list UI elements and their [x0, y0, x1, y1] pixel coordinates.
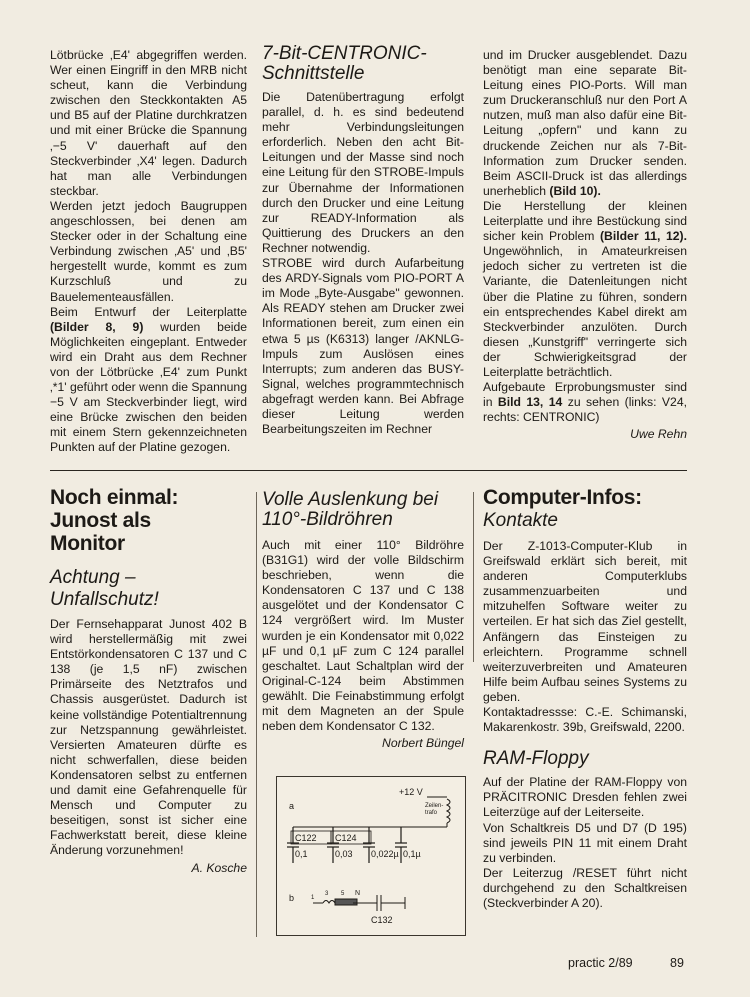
column-2-bottom	[262, 490, 464, 751]
column-1-top	[50, 48, 247, 456]
paragraph: Auch mit einer 110° Bildröhre (B31G1) wird der volle Bildschirm beschrieben, wenn die Kondensatoren C 137 und C 138 ausgelötet und der Kondensator C 124 vergrößert wird. Im Muster wurden je ein Kondensator mit 0,022 µF und 0,1 µF zum C 124 parallel geschaltet. Laut Schaltplan wird der Original-C-124 beim Abstimmen gewählt. Die Feinabstimmung erfolgt mit dem Magneten an der Spule neben dem Kondensator C 132.	[262, 538, 464, 734]
author-signature: Uwe Rehn	[630, 427, 687, 442]
schematic-trafo-label: Zeilen-	[425, 803, 444, 809]
schematic-value: 0,022µ	[371, 849, 399, 859]
column-divider	[473, 492, 474, 662]
paragraph: Der Z-1013-Computer-Klub in Greifswald erklärt sich bereit, mit anderen Computerklubs zusammenzuarbeiten und mitzuhelfen Software weiter zu verteilen. Er hat sich das Ziel gestellt, Anfängern das Einsteigen zu erleichtern. Programme schnell weiterzuverbreiten und Amateuren Hilfe beim Aufbau seines Systems zu geben.	[483, 539, 687, 704]
schematic-c132: C132	[371, 915, 393, 925]
paragraph	[483, 48, 687, 199]
circuit-diagram	[277, 777, 465, 935]
column-3-bottom	[483, 486, 687, 911]
page-number: 89	[670, 956, 684, 970]
column-3-top	[483, 48, 687, 442]
paragraph	[50, 305, 247, 456]
column-1-bottom	[50, 486, 247, 876]
figure-reference: (Bilder 11, 12).	[599, 229, 687, 244]
text: wurden beide Möglichkeiten eingeplant. Entweder wird ein Draht aus dem Rechner von der Lötbrücke ‚E4' zum Punkt ‚*1' geführt oder wenn die Spannung −5 V am Steckverbinder liegt, wird eine Brücke zwischen den beiden mit einem Stern gekennzeichneten Punkten auf der Platine gezogen.	[50, 319, 247, 455]
author-signature: Norbert Büngel	[382, 736, 464, 751]
paragraph: Lötbrücke ‚E4' abgegriffen werden. Wer einen Eingriff in den MRB nicht scheut, kann die Verbindung zwischen den Steckkontakten A5 und B5 auf der Platine durchkratzen und mit einer Brücke die Spannung ‚−5 V' dauerhaft auf den Steckverbinder ‚X4' legen. Dadurch hat man alle Verbindungen steckbar.	[50, 48, 247, 198]
text: zu sehen (links: V24, rechts: CENTRONIC)	[483, 395, 687, 425]
paragraph: Auf der Platine der RAM-Floppy von PRÄCITRONIC Dresden fehlen zwei Leiterzüge auf der Leiterseite.	[483, 775, 687, 820]
schematic-pin: 1	[311, 895, 315, 901]
text: Die Herstellung der kleinen Leiterplatte und ihre Bestückung sind sicher kein Problem	[483, 198, 687, 244]
text: Aufgebaute Erprobungsmuster sind in	[483, 380, 687, 410]
publication-name: practic 2/89	[568, 956, 633, 970]
article-subtitle: Achtung – Unfallschutz!	[50, 567, 159, 610]
paragraph: STROBE wird durch Aufarbeitung des ARDY-Signals vom PIO-PORT A im Mode „Byte-Ausgabe" gewonnen. Als READY stehen am Drucker zwei Informationen bereit, zum einen ein etwa 5 µs (K6313) langer /AKNLG-Impuls zum Auslösen eines Interrupts; zum anderen das BUSY-Signal, welches programmtechnisch abgefragt werden kann. Bei Abfrage dieser Leitung werden Bearbeitungszeiten im Rechner	[262, 256, 464, 437]
schematic-value: 0,03	[335, 849, 353, 859]
schematic-c124: C124	[335, 833, 357, 843]
schematic-pin: 5	[341, 891, 345, 897]
article-subtitle: Kontakte	[483, 510, 558, 531]
schematic-value: 0,1	[295, 849, 308, 859]
paragraph: Von Schaltkreis D5 und D7 (D 195) sind jeweils PIN 11 mit einem Draht zu verbinden.	[483, 820, 687, 865]
figure-reference: (Bild 10).	[549, 183, 601, 198]
text: Beim Entwurf der Leiterplatte	[50, 304, 247, 319]
schematic-supply: +12 V	[399, 787, 423, 797]
author-signature: A. Kosche	[191, 860, 247, 875]
column-divider	[256, 492, 257, 937]
schematic-pin: 3	[325, 891, 329, 897]
schematic-pin: N	[355, 890, 361, 897]
paragraph	[483, 199, 687, 380]
paragraph	[483, 380, 687, 425]
paragraph: Werden jetzt jedoch Baugruppen angeschlossen, bei denen am Stecker oder in der Schaltung eine Verbindung zwischen ‚A5' und ‚B5' hergestellt wurde, kommt es zum Kurzschluß und zu Bauelementeausfällen.	[50, 198, 247, 304]
figure-reference: Bild 13, 14	[497, 395, 563, 410]
paragraph: Der Leiterzug /RESET führt nicht durchgehend zu den Schaltkreisen (Steckverbinder A 20).	[483, 865, 687, 910]
article-title: Noch einmal: Junost als Monitor	[50, 486, 179, 555]
paragraph: Der Fernsehapparat Junost 402 B wird herstellermäßig mit zwei Entstörkondensatoren C 137 und C 138 (je 1,5 nF) zwischen Primärseite des Netztrafos und Chassis ausgerüstet. Dadurch ist keine vollständige Potentialtrennung zur Netzspannung gewährleistet. Versierten Amateuren dürfte es nicht schwerfallen, diese beiden Kondensatoren selbst zu entfernen und damit eine Gefahrenquelle für Mensch und Computer zu beseitigen, sonst ist sicher eine Fachwerkstatt bereit, diese kleine Änderung vorzunehmen!	[50, 617, 247, 858]
schematic-label-a: a	[289, 801, 295, 811]
column-2-top	[262, 44, 464, 437]
article-title: Computer-Infos:	[483, 486, 642, 509]
paragraph: Kontaktadressse: C.-E. Schimanski, Makarenkostr. 39b, Greifswald, 2200.	[483, 705, 687, 735]
figure-reference: (Bilder 8, 9)	[50, 319, 144, 334]
schematic-trafo-label: trafo	[425, 810, 438, 816]
text: und im Drucker ausgeblendet. Dazu benötigt man eine separate Bit-Leitung eines PIO-Ports. Will man zum Druckeranschluß nur den Port A nutzen, muß man also dafür eine Bit-Leitung „opfern" und kann zu druckende Zeichen nur als 7-Bit-Information zum Drucker senden. Beim ASCII-Druck ist das allerdings unerheblich	[483, 48, 687, 198]
schematic-c122: C122	[295, 833, 317, 843]
text: Ungewöhnlich, in Amateurkreisen jedoch sicher zu vertreten ist die Variante, die Datenleitungen nicht über die Platine zu führen, sondern ein entsprechendes Kabel direkt am Steckverbinder anzulöten. Durch diesen „Kunstgriff" verringerte sich der Schwierigkeitsgrad der Leiterplatte beträchtlich.	[483, 244, 687, 379]
article-title: 7-Bit-CENTRONIC-Schnittstelle	[262, 43, 427, 84]
section-divider	[50, 470, 687, 471]
schematic-figure	[276, 776, 466, 936]
paragraph: Die Datenübertragung erfolgt parallel, d. h. es sind bedeutend mehr Verbindungsleitungen erforderlich. Neben den acht Bit-Leitungen und der Masse sind noch eine Leitung für den STROBE-Impuls zur Übernahme der Informationen durch den Drucker und eine Leitung zur READY-Information als Quittierung des Druckers an den Rechner notwendig.	[262, 90, 464, 255]
schematic-label-b: b	[289, 893, 295, 903]
schematic-value: 0,1µ	[403, 849, 421, 859]
article-title: RAM-Floppy	[483, 748, 589, 770]
article-title: Volle Auslenkung bei 110°-Bildröhren	[262, 489, 439, 530]
